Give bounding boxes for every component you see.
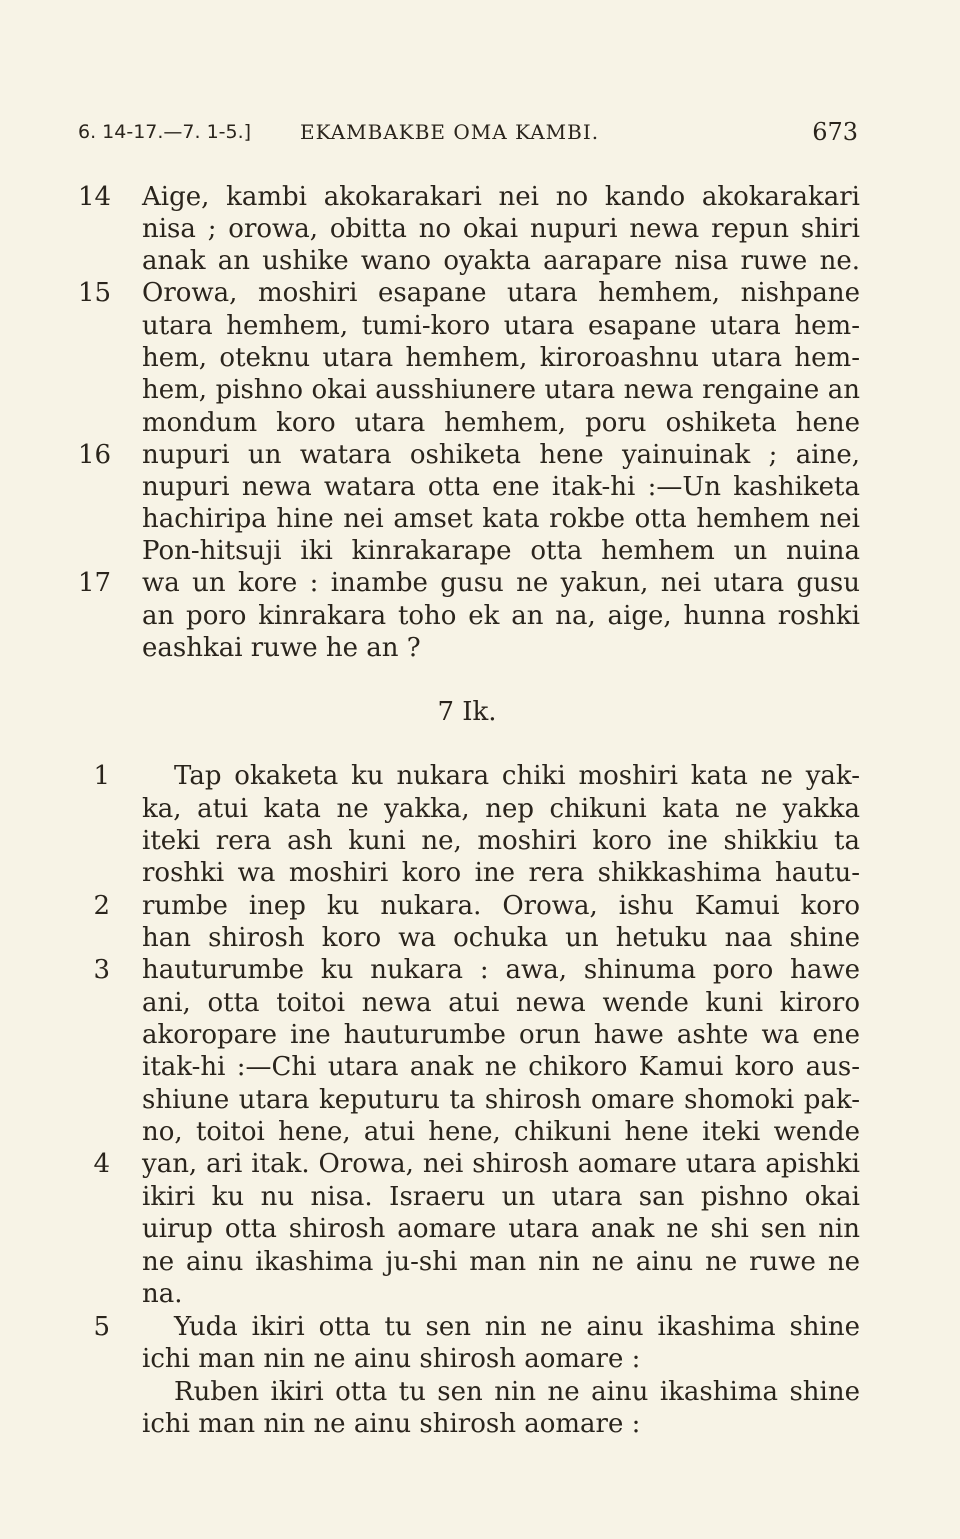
text-line: hauturumbe ku nukara : awa, shinuma poro hawe [142, 955, 860, 985]
text-line: hachiripa hine nei amset kata rokbe otta hemhem nei [142, 504, 860, 534]
text-line: uirup otta shirosh aomare utara anak ne shi sen nin [142, 1214, 860, 1244]
text-line: utara hemhem, tumi-koro utara esapane utara hem- [142, 311, 860, 341]
text-line: mondum koro utara hemhem, poru oshiketa hene [142, 408, 860, 438]
verse-number: 4 [93, 1149, 110, 1179]
page-number: 673 [812, 118, 858, 146]
text-line: eashkai ruwe he an ? [142, 633, 421, 663]
text-line: ani, otta toitoi newa atui newa wende kuni kiroro [142, 988, 860, 1018]
text-line: rumbe inep ku nukara. Orowa, ishu Kamui koro [142, 891, 860, 921]
verse-number: 5 [93, 1312, 110, 1342]
verse-number: 2 [93, 891, 110, 921]
verse-number: 17 [78, 568, 112, 598]
text-line: ikiri ku nu nisa. Israeru un utara san pishno okai [142, 1182, 860, 1212]
text-line: Ruben ikiri otta tu sen nin ne ainu ikashima shine [174, 1377, 860, 1407]
text-line: Yuda ikiri otta tu sen nin ne ainu ikashima shine [174, 1312, 860, 1342]
text-line: ichi man nin ne ainu shirosh aomare : [142, 1409, 641, 1439]
text-line: nupuri newa watara otta ene itak-hi :—Un kashiketa [142, 472, 860, 502]
text-line: hem, pishno okai ausshiunere utara newa rengaine an [142, 375, 860, 405]
text-line: Aige, kambi akokarakari nei no kando akokarakari [142, 182, 860, 212]
text-line: nisa ; orowa, obitta no okai nupuri newa repun shiri [142, 214, 860, 244]
text-line: itak-hi :—Chi utara anak ne chikoro Kamui koro aus- [142, 1052, 860, 1082]
text-line: nupuri un watara oshiketa hene yainuinak ; aine, [142, 440, 860, 470]
verse-number: 15 [78, 278, 112, 308]
text-line: hem, oteknu utara hemhem, kiroroashnu utara hem- [142, 343, 860, 373]
verse-number: 3 [93, 955, 110, 985]
text-line: iteki rera ash kuni ne, moshiri koro ine shikkiu ta [142, 826, 860, 856]
text-line: Orowa, moshiri esapane utara hemhem, nishpane [142, 278, 860, 308]
text-line: Tap okaketa ku nukara chiki moshiri kata ne yak- [174, 761, 860, 791]
text-line: na. [142, 1279, 183, 1309]
text-line: an poro kinrakara toho ek an na, aige, hunna roshki [142, 601, 860, 631]
verse-number: 1 [93, 761, 110, 791]
verse-number: 14 [78, 182, 112, 212]
text-line: akoropare ine hauturumbe orun hawe ashte wa ene [142, 1020, 860, 1050]
text-line: Pon-hitsuji iki kinrakarape otta hemhem un nuina [142, 536, 860, 566]
text-line: han shirosh koro wa ochuka un hetuku naa shine [142, 923, 860, 953]
text-line: ichi man nin ne ainu shirosh aomare : [142, 1344, 641, 1374]
text-line: anak an ushike wano oyakta aarapare nisa ruwe ne. [142, 246, 860, 276]
running-header [78, 114, 858, 150]
text-line: yan, ari itak. Orowa, nei shirosh aomare utara apishki [142, 1149, 860, 1179]
text-line: no, toitoi hene, atui hene, chikuni hene iteki wende [142, 1117, 860, 1147]
text-line: ka, atui kata ne yakka, nep chikuni kata ne yakka [142, 794, 860, 824]
text-line: wa un kore : inambe gusu ne yakun, nei utara gusu [142, 568, 860, 598]
text-line: shiune utara keputuru ta shirosh omare shomoki pak- [142, 1085, 860, 1115]
chapter-verse-reference: 6. 14-17.—7. 1-5.] [78, 121, 252, 143]
text-line: ne ainu ikashima ju-shi man nin ne ainu ne ruwe ne [142, 1247, 860, 1277]
chapter-heading: 7 Ik. [437, 697, 497, 727]
text-line: roshki wa moshiri koro ine rera shikkashima hautu- [142, 858, 860, 888]
verse-number: 16 [78, 440, 112, 470]
running-title: EKAMBAKBE OMA KAMBI. [300, 120, 600, 144]
